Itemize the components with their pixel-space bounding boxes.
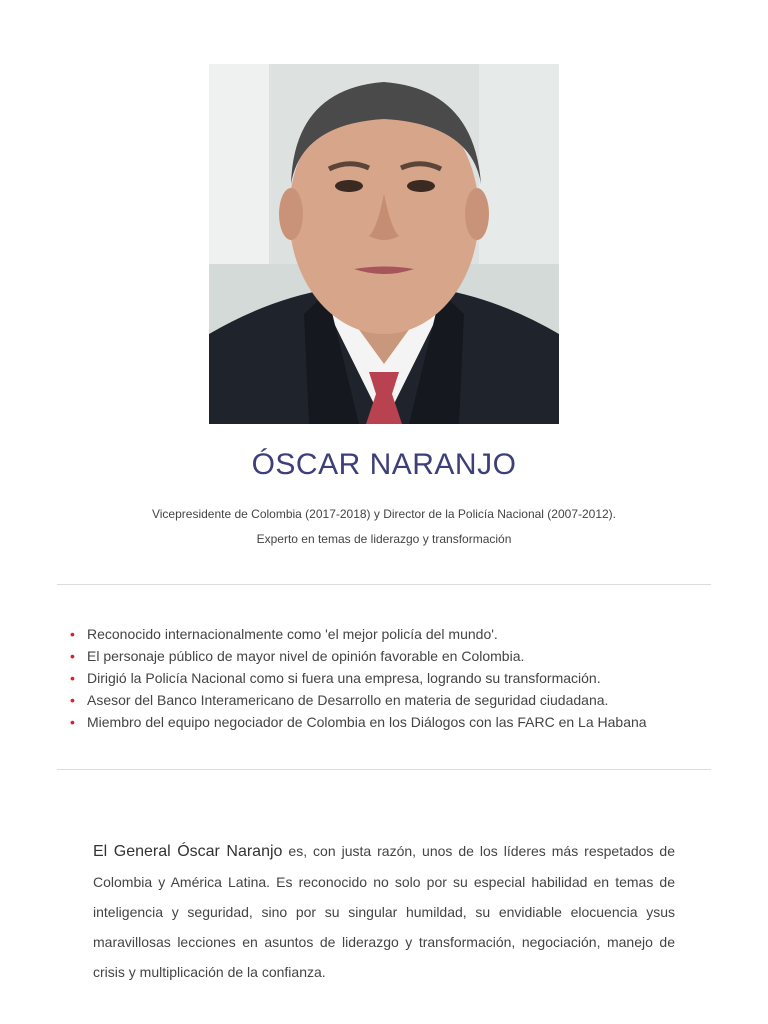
list-item-text: Miembro del equipo negociador de Colombia en los Diálogos con las FARC en La Habana (87, 714, 647, 730)
list-item (70, 711, 730, 733)
bullet-icon: • (70, 626, 75, 642)
speaker-roles: Vicepresidente de Colombia (2017-2018) y Director de la Policía Nacional (2007-2012). (151, 507, 617, 521)
list-item-text: Reconocido internacionalmente como 'el mejor policía del mundo'. (87, 626, 498, 642)
list-item (70, 667, 730, 689)
portrait-illustration (209, 64, 559, 424)
list-item (70, 623, 730, 645)
speaker-name: ÓSCAR NARANJO (251, 448, 517, 481)
speaker-expertise: Experto en temas de liderazgo y transformación (256, 532, 512, 546)
list-item (70, 645, 730, 667)
bullet-icon: • (70, 714, 75, 730)
divider-top (57, 584, 711, 585)
portrait-photo (209, 64, 559, 424)
highlights-list (70, 623, 730, 733)
list-item-text: El personaje público de mayor nivel de opinión favorable en Colombia. (87, 648, 525, 664)
bullet-icon: • (70, 648, 75, 664)
list-item (70, 689, 730, 711)
divider-bottom (57, 769, 711, 770)
bullet-icon: • (70, 692, 75, 708)
list-item-text: Asesor del Banco Interamericano de Desarrollo en materia de seguridad ciudadana. (87, 692, 609, 708)
bio-lead: El General Óscar Naranjo (93, 843, 283, 860)
bullet-icon: • (70, 670, 75, 686)
list-item-text: Dirigió la Policía Nacional como si fuera una empresa, logrando su transformación. (87, 670, 601, 686)
bio-body: es, con justa razón, unos de los líderes más respetados de Colombia y América Latina. Es reconocido no solo por su especial habilidad en temas de inteligencia y seguridad, sino por su singular humildad, su envidiable elocuencia ysus maravillosas lecciones en asuntos de liderazgo y transformación, negociación, manejo de crisis y multiplicación de la confianza. (93, 843, 675, 980)
bio-paragraph (93, 836, 675, 987)
